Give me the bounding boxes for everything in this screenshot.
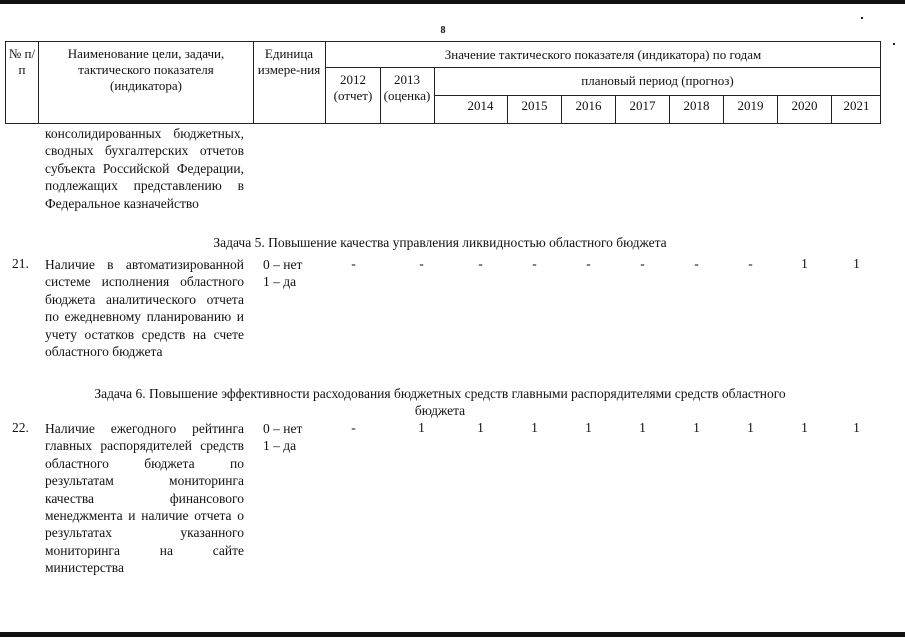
- row21-value: 1: [853, 256, 860, 271]
- row22-value: 1: [531, 420, 538, 435]
- col-line: [380, 67, 381, 123]
- row22-value: 1: [477, 420, 484, 435]
- year-2018: 2018: [683, 98, 710, 113]
- row22-num: 22.: [12, 420, 29, 435]
- year-2020: 2020: [791, 98, 818, 113]
- row21-value: -: [640, 256, 645, 271]
- row22-value: -: [351, 420, 356, 435]
- row21-value: -: [694, 256, 699, 271]
- header-num: № п/п: [8, 46, 36, 77]
- header-plan-title: плановый период (прогноз): [581, 73, 734, 88]
- row21-value: -: [419, 256, 424, 271]
- row22-unit: 0 – нет 1 – да: [263, 421, 303, 454]
- row21-unit: 0 – нет 1 – да: [263, 257, 303, 290]
- top-border: [0, 0, 905, 4]
- header-top-line: [5, 41, 881, 42]
- header-bottom-line: [5, 123, 881, 124]
- year-2016: 2016: [575, 98, 602, 113]
- task5-heading: Задача 5. Повышение качества управления ликвидностью областного бюджета: [213, 235, 667, 250]
- header-values-title: Значение тактического показателя (индикатора) по годам: [444, 47, 762, 62]
- year-2017: 2017: [629, 98, 656, 113]
- row21-value: -: [478, 256, 483, 271]
- year-2015: 2015: [521, 98, 548, 113]
- year-2014: 2014: [467, 98, 494, 113]
- header-line-3: [434, 95, 881, 96]
- row22-value: 1: [853, 420, 860, 435]
- scan-speck: [861, 17, 863, 19]
- continued-text: консолидированных бюджетных, сводных бухгалтерских отчетов субъекта Российской Федерации, подлежащих представлению в Федеральное казначейство: [45, 126, 244, 211]
- col-line: [38, 41, 39, 123]
- header-unit: Единица измере-ния: [257, 46, 321, 77]
- row22-value: 1: [639, 420, 646, 435]
- header-name: Наименование цели, задачи, тактического показателя (индикатора): [67, 46, 225, 93]
- row21-value: -: [351, 256, 356, 271]
- row22-value: 1: [693, 420, 700, 435]
- row21-value: 1: [801, 256, 808, 271]
- year-2019: 2019: [737, 98, 764, 113]
- row22-value: 1: [747, 420, 754, 435]
- row22-value: 1: [418, 420, 425, 435]
- header-line-2: [325, 67, 881, 68]
- row21-value: -: [532, 256, 537, 271]
- row21-value: -: [748, 256, 753, 271]
- col-line: [253, 41, 254, 123]
- task6-heading: Задача 6. Повышение эффективности расходования бюджетных средств главными распорядителями средств областного бюджета: [94, 386, 786, 418]
- row22-name: Наличие ежегодного рейтинга главных распорядителей средств областного бюджета по результатам мониторинга качества финансового менеджмента и наличие отчета о результатах указанного мониторинга на сайте министерства: [45, 421, 244, 576]
- row21-num: 21.: [12, 256, 29, 271]
- page-number: 8: [440, 25, 446, 36]
- year-2021: 2021: [843, 98, 870, 113]
- scan-speck: [893, 43, 895, 45]
- row22-value: 1: [801, 420, 808, 435]
- row21-value: -: [586, 256, 591, 271]
- row22-value: 1: [585, 420, 592, 435]
- header-2013: 2013 (оценка): [383, 72, 431, 103]
- header-2012: 2012 (отчет): [333, 72, 373, 103]
- row21-name: Наличие в автоматизированной системе исполнения областного бюджета аналитического отчета по ежедневному планированию и учету остатков средств на счете областного бюджета: [45, 257, 244, 360]
- bottom-border: [0, 632, 905, 637]
